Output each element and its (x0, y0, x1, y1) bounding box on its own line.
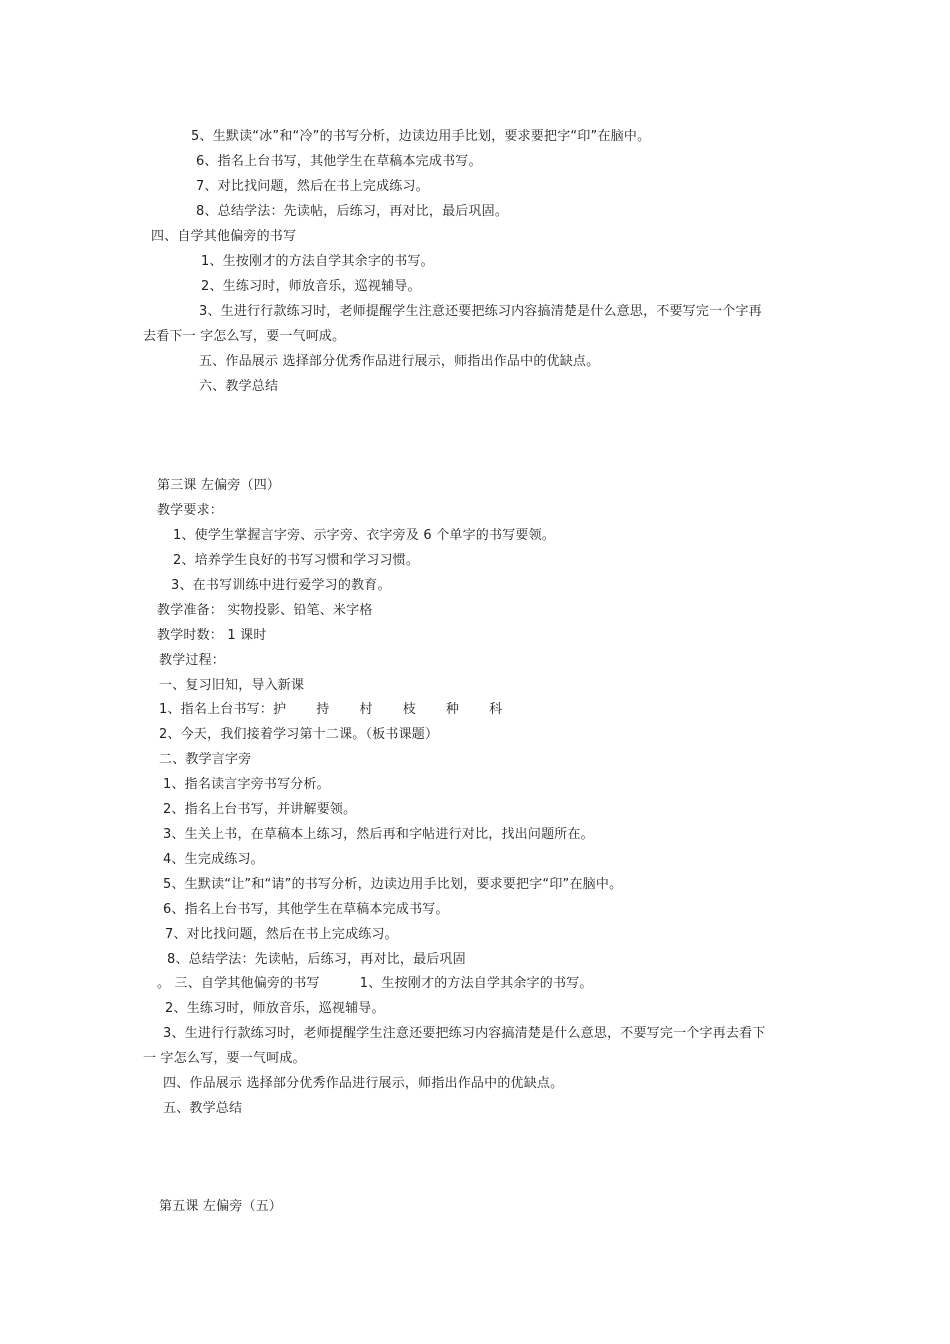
part4-item-3-wrap: 去看下一 字怎么写，要一气呵成。 (143, 329, 346, 344)
lesson3-part2-item-3: 3、生关上书，在草稿本上练习，然后再和字帖进行对比，找出问题所在。 (163, 827, 594, 842)
char-cun: 村 (359, 702, 373, 717)
char-hu: 护 (273, 702, 287, 717)
char-chi: 持 (316, 702, 330, 717)
lesson3-part3-item-2: 2、生练习时，师放音乐，巡视辅导。 (165, 1001, 385, 1016)
lesson3-title: 第三课 左偏旁（四） (157, 478, 281, 493)
part5-showcase: 五、作品展示 选择部分优秀作品进行展示，师指出作品中的优缺点。 (199, 354, 600, 369)
lesson3-process-label: 教学过程： (159, 653, 226, 668)
lesson5-title: 第五课 左偏旁（五） (159, 1199, 283, 1214)
lesson3-part1-item1-prefix: 1、指名上台书写： (159, 702, 274, 717)
part4-item-3: 3、生进行行款练习时，老师提醒学生注意还要把练习内容搞清楚是什么意思，不要写完一个字再 (199, 304, 762, 319)
lesson3-part3-title: 。 三、自学其他偏旁的书写 (157, 976, 320, 991)
lesson3-part2-item-4: 4、生完成练习。 (163, 852, 264, 867)
step-8: 8、总结学法：先读帖，后练习，再对比，最后巩固。 (196, 204, 509, 219)
lesson3-part3-line (157, 975, 593, 993)
lesson3-part3-item-3: 3、生进行行款练习时，老师提醒学生注意还要把练习内容搞清楚是什么意思，不要写完一个字再去看下 (163, 1026, 766, 1041)
part4-title: 四、自学其他偏旁的书写 (151, 229, 297, 244)
lesson3-requirement-2: 2、培养学生良好的书写习惯和学习习惯。 (173, 553, 420, 568)
lesson3-part5-summary: 五、教学总结 (163, 1101, 243, 1116)
lesson3-part3-item-1: 1、生按刚才的方法自学其余字的书写。 (359, 976, 593, 991)
part4-item-1: 1、生按刚才的方法自学其余字的书写。 (201, 254, 434, 269)
char-ke: 科 (489, 702, 503, 717)
part4-item-2: 2、生练习时，师放音乐，巡视辅导。 (201, 279, 421, 294)
char-zhi: 枝 (402, 702, 416, 717)
part6-summary: 六、教学总结 (199, 379, 279, 394)
lesson3-part1-item2: 2、今天，我们接着学习第十二课。（板书课题） (159, 727, 439, 742)
char-zhong: 种 (445, 702, 460, 717)
lesson3-part4-showcase: 四、作品展示 选择部分优秀作品进行展示，师指出作品中的优缺点。 (163, 1076, 564, 1091)
lesson3-requirement-3: 3、在书写训练中进行爱学习的教育。 (171, 578, 391, 593)
lesson3-requirements-label: 教学要求： (157, 503, 224, 518)
lesson3-part2-item-8: 8、总结学法：先读帖，后练习，再对比，最后巩固 (167, 952, 466, 967)
step-5: 5、生默读“冰”和“冷”的书写分析，边读边用手比划，要求要把字“印”在脑中。 (191, 129, 651, 144)
lesson3-requirement-1: 1、使学生掌握言字旁、示字旁、衣字旁及 6 个单字的书写要领。 (173, 528, 556, 543)
lesson3-part2-item-5: 5、生默读“让”和“请”的书写分析，边读边用手比划，要求要把字“印”在脑中。 (163, 877, 623, 892)
lesson3-part2-item-7: 7、对比找问题，然后在书上完成练习。 (165, 927, 398, 942)
lesson3-part2-item-2: 2、指名上台书写，并讲解要领。 (163, 802, 357, 817)
lesson3-part1-title: 一、复习旧知，导入新课 (159, 678, 305, 693)
lesson3-preparation: 教学准备： 实物投影、铅笔、米字格 (157, 603, 373, 618)
lesson3-part2-item-1: 1、指名读言字旁书写分析。 (163, 777, 330, 792)
lesson3-part3-item-3-wrap: 一 字怎么写，要一气呵成。 (143, 1051, 306, 1066)
lesson3-part1-item1 (159, 701, 502, 719)
lesson3-part2-title: 二、教学言字旁 (159, 752, 252, 767)
lesson3-part2-item-6: 6、指名上台书写，其他学生在草稿本完成书写。 (163, 902, 449, 917)
step-7: 7、对比找问题，然后在书上完成练习。 (196, 179, 429, 194)
lesson3-hours: 教学时数： 1 课时 (157, 628, 267, 643)
step-6: 6、指名上台书写，其他学生在草稿本完成书写。 (196, 154, 482, 169)
